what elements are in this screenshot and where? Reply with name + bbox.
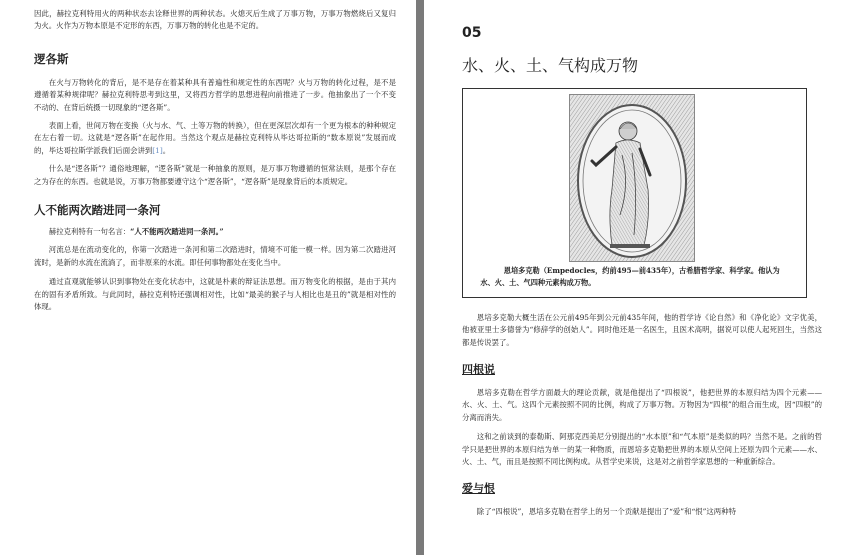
love-hate-paragraph-1: 除了“四根说”，恩培多克勒在哲学上的另一个贡献是提出了“爱”和“恨”这两种特 (476, 507, 736, 517)
section-heading-four-roots: 四根说 (462, 362, 495, 376)
section-heading-love-and-hate: 爱与恨 (462, 482, 495, 496)
river-quote-prefix: 赫拉克利特有一句名言： (48, 227, 131, 237)
logos-paragraph-2-end: 。 (162, 145, 171, 155)
figure-caption (466, 265, 803, 289)
footnote-ref-link[interactable]: [1] (152, 145, 163, 155)
figure-box (462, 88, 807, 298)
intro-paragraph: 因此，赫拉克利特用火的两种状态去诠释世界的两种状态。火熄灭后生成了万事万物，万事万物燃烧后又复归为火。火作为万物本原是不定形的东西，万事万物的转化也是不定的。 (34, 9, 396, 31)
chapter-title: 水、火、土、气构成万物 (462, 56, 639, 75)
four-roots-paragraph-2: 这和之前谈到的泰勒斯、阿那克西美尼分别提出的“水本原”和“气本原”是类似的吗？当然不是。之前的哲学只是把世界的本原归结为单一的某一种物质，而恩培多克勒把世界的本原从空间上还原为四个元素——水、火、土、气，而且是按照不同比例构成。从哲学史来说，这是对之前哲学家思想的一种重新综合。 (462, 432, 822, 466)
logos-paragraph-1: 在火与万物转化的背后，是不是存在着某种具有普遍性和规定性的东西呢？火与万物的转化过程，是不是遵循着某种规律呢？赫拉克利特思考到这里，又将西方哲学的思想进程向前推进了一步。他抽象出了一个不变不动的、在背后统摄一切现象的“逻各斯”。 (34, 77, 396, 112)
section-heading-river: 人不能两次踏进同一条河 (34, 203, 161, 218)
empedocles-engraving-image (569, 94, 695, 262)
river-quote: “人不能两次踏进同一条河。” (130, 227, 224, 237)
figure-caption-line-2: 水、火、土、气四种元素构成万物。 (480, 277, 596, 287)
chapter-number: 05 (462, 25, 482, 41)
four-roots-paragraph-1: 恩培多克勒在哲学方面最大的理论贡献，就是他提出了“四根说”，他把世界的本原归结为四个元素——水、火、土、气。这四个元素按照不同的比例，构成了万事万物。万物因为“四根”的组合而生成，因“四根”的分离而消失。 (462, 387, 822, 422)
section-heading-logos: 逻各斯 (34, 51, 69, 66)
figure-caption-line-1: 恩培多克勒（Empedocles，约前495—前435年），古希腊哲学家、科学家。他认为 (503, 265, 780, 275)
river-paragraph-3: 通过直观就能够认识到事物处在变化状态中，这就是朴素的辩证法思想。而万物变化的根据，是由于其内在的固有矛盾所致。与此同时，赫拉克利特还强调相对性，比如“最美的猴子与人相比也是丑的”就是相对性的体现。 (34, 277, 396, 312)
river-paragraph-1 (34, 226, 396, 238)
right-page (424, 0, 844, 555)
empedocles-intro-paragraph: 恩培多克勒大概生活在公元前495年到公元前435年间，他的哲学诗《论自然》和《净化论》文字优美，他被亚里士多德誉为“修辞学的创始人”。同时他还是一名医生，且医术高明，据说可以使人起死回生，当然这都是传说罢了。 (462, 312, 822, 347)
engraving-illustration (570, 95, 694, 261)
logos-paragraph-3: 什么是“逻各斯”？通俗地理解，“逻各斯”就是一种抽象的原则，是万事万物遵循的恒常法则，是那个存在之为存在的东西。也就是说，万事万物都要遵守这个“逻各斯”，“逻各斯”是现象背后的本质规定。 (34, 164, 396, 186)
river-paragraph-2: 河流总是在流动变化的，你第一次踏进一条河和第二次踏进时，情境不可能一模一样。因为第二次踏进河流时，是新的水流在流淌了，而非原来的水流。即任何事物都处在变化当中。 (34, 245, 396, 267)
logos-paragraph-2 (34, 120, 396, 157)
left-page (0, 0, 416, 555)
logos-paragraph-2-text: 表面上看，世间万物在变换（火与水、气、土等万物的转换），但在更深层次却有一个更为根本的种种规定在左右着一切。这就是“逻各斯”在起作用。当然这个观点是赫拉克利特从毕达哥拉斯的“数本原说”发展而成的，毕达哥拉斯学派我们后面会讲到 (34, 121, 396, 155)
